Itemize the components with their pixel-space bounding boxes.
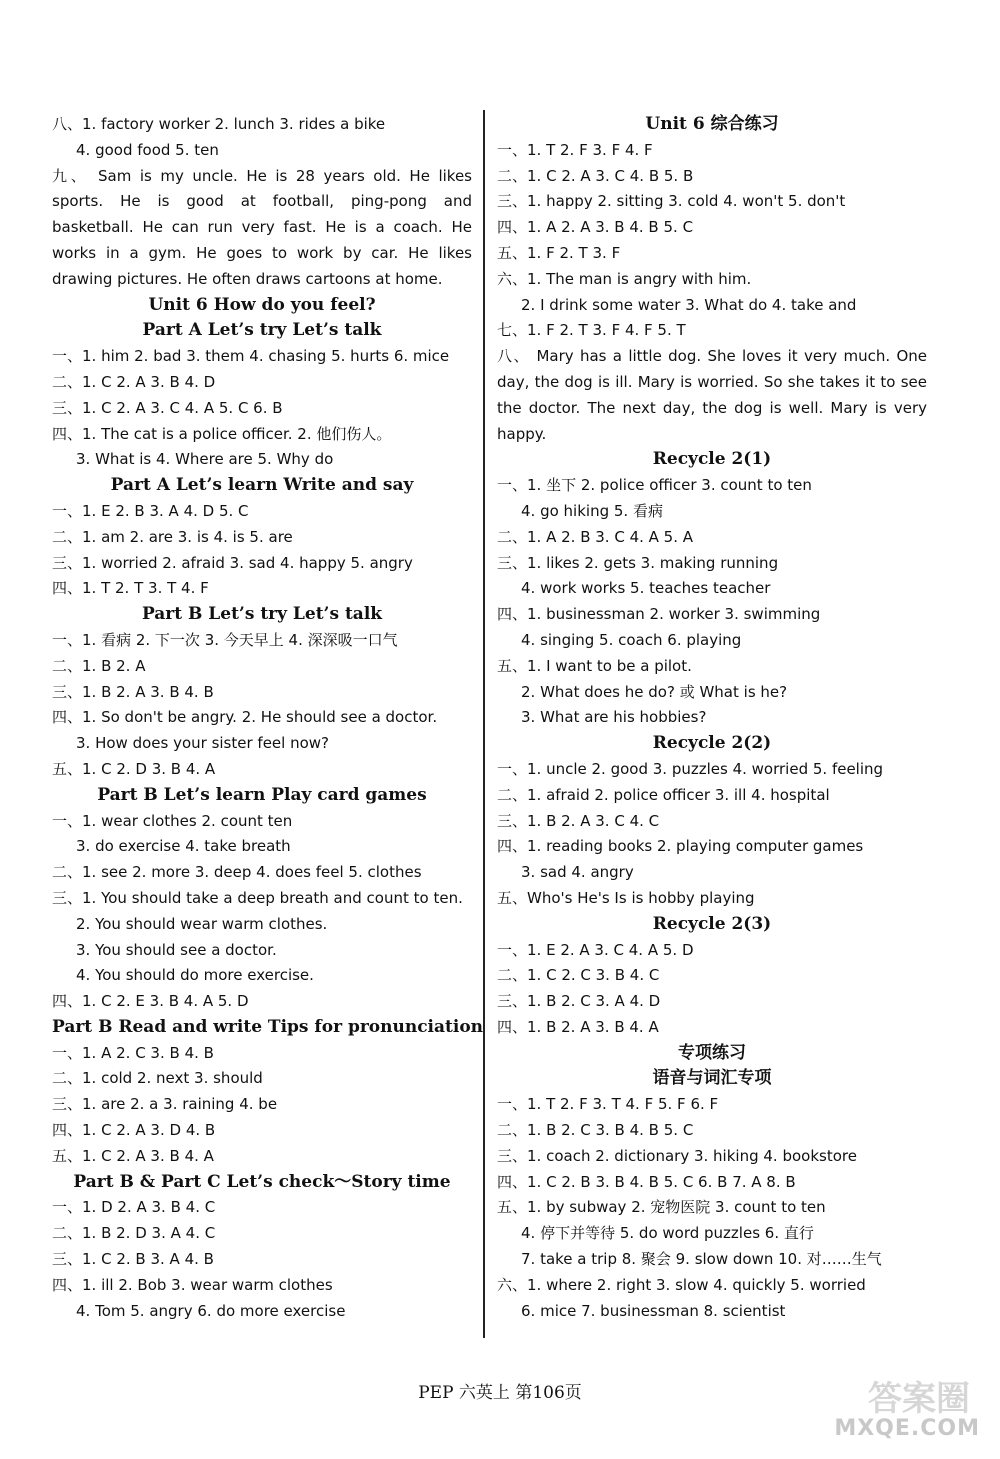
section-heading: 语音与词汇专项 xyxy=(652,1068,772,1089)
answer-line: 八、1. factory worker 2. lunch 3. rides a bike xyxy=(52,115,386,133)
answer-line: 四、1. T 2. T 3. T 4. F xyxy=(52,579,209,598)
answer-line: 二、1. afraid 2. police officer 3. ill 4. hospital xyxy=(497,785,830,804)
answer-line: 3. do exercise 4. take breath xyxy=(76,837,291,856)
answer-paragraph: 八、 Mary has a little dog. She loves it very much. One day, the dog is ill. Mary is worried. So she takes it to see the doctor. The next day, the dog is well. Mary is very happy. xyxy=(497,347,927,443)
answer-line: 三、1. coach 2. dictionary 3. hiking 4. bookstore xyxy=(497,1146,857,1165)
answer-line: 3. How does your sister feel now? xyxy=(76,734,330,753)
answer-line: 二、1. A 2. B 3. C 4. A 5. A xyxy=(497,527,694,546)
answer-line: 五、1. by subway 2. 宠物医院 3. count to ten xyxy=(497,1198,826,1217)
answer-line: 3. You should see a doctor. xyxy=(76,940,277,959)
answer-line: 3. sad 4. angry xyxy=(521,863,634,882)
watermark-site-text: MXQE.COM xyxy=(834,1416,980,1441)
answer-line: 4. You should do more exercise. xyxy=(76,966,314,985)
answer-line: 一、1. T 2. F 3. F 4. F xyxy=(497,140,653,159)
answer-line: 三、1. B 2. A 3. C 4. C xyxy=(497,811,660,830)
answer-line: 4. 停下并等待 5. do word puzzles 6. 直行 xyxy=(521,1224,814,1243)
answer-line: 四、1. So don't be angry. 2. He should see a doctor. xyxy=(52,708,438,727)
answer-line: 4. Tom 5. angry 6. do more exercise xyxy=(76,1301,346,1320)
answer-line: 六、1. where 2. right 3. slow 4. quickly 5. worried xyxy=(497,1275,866,1294)
answer-line: 一、1. A 2. C 3. B 4. B xyxy=(52,1043,214,1062)
section-heading: Recycle 2(2) xyxy=(652,733,772,754)
answer-line: 一、1. D 2. A 3. B 4. C xyxy=(52,1198,216,1217)
answer-line: 4. good food 5. ten xyxy=(76,140,219,159)
answer-line: 二、1. cold 2. next 3. should xyxy=(52,1069,263,1088)
section-heading: Unit 6 综合练习 xyxy=(645,114,779,134)
answer-line: 三、1. B 2. C 3. A 4. D xyxy=(497,992,661,1011)
answer-line: 五、1. C 2. D 3. B 4. A xyxy=(52,759,216,778)
answer-line: 一、1. him 2. bad 3. them 4. chasing 5. hurts 6. mice xyxy=(52,347,450,366)
answer-line: 一、1. uncle 2. good 3. puzzles 4. worried 5. feeling xyxy=(497,759,884,778)
answer-line: 三、1. B 2. A 3. B 4. B xyxy=(52,682,214,701)
section-heading: Recycle 2(1) xyxy=(652,449,772,470)
answer-line: 一、1. E 2. A 3. C 4. A 5. D xyxy=(497,940,694,959)
watermark-logo-text: 答案圈 xyxy=(868,1379,970,1419)
section-heading: Part B Let’s learn Play card games xyxy=(97,784,427,805)
answer-line: 二、1. C 2. A 3. B 4. D xyxy=(52,372,216,391)
answer-line: 2. You should wear warm clothes. xyxy=(76,914,328,933)
answer-line: 一、1. E 2. B 3. A 4. D 5. C xyxy=(52,501,249,520)
section-heading: Part B Read and write Tips for pronunciation xyxy=(52,1016,484,1037)
answer-line: 五、1. I want to be a pilot. xyxy=(497,656,692,675)
answer-line: 二、1. B 2. A xyxy=(52,656,146,675)
answer-line: 一、1. 看病 2. 下一次 3. 今天早上 4. 深深吸一口气 xyxy=(52,630,398,649)
answer-line: 2. What does he do? 或 What is he? xyxy=(521,682,788,701)
answer-line: 三、1. happy 2. sitting 3. cold 4. won't 5. don't xyxy=(497,192,846,211)
answer-line: 4. work works 5. teaches teacher xyxy=(521,579,771,598)
answer-line: 三、1. You should take a deep breath and count to ten. xyxy=(52,888,463,907)
page-footer: PEP 六英上 第106页 xyxy=(418,1383,582,1403)
answer-line: 一、1. wear clothes 2. count ten xyxy=(52,811,293,830)
section-heading: Part A Let’s try Let’s talk xyxy=(142,320,382,341)
answer-line: 二、1. C 2. A 3. C 4. B 5. B xyxy=(497,166,694,185)
section-heading: Unit 6 How do you feel? xyxy=(148,294,376,315)
answer-paragraph: 九、 Sam is my uncle. He is 28 years old. He likes sports. He is good at football, ping-pong and basketball. He can run very fast. He is a coach. He works in a gym. He goes to work by car. He likes drawing pictures. He often draws cartoons at home. xyxy=(52,166,472,288)
answer-line: 4. singing 5. coach 6. playing xyxy=(521,630,742,649)
answer-line: 四、1. businessman 2. worker 3. swimming xyxy=(497,605,821,624)
section-heading: Part A Let’s learn Write and say xyxy=(110,475,414,496)
answer-line: 一、1. 坐下 2. police officer 3. count to ten xyxy=(497,476,812,495)
answer-line: 五、1. C 2. A 3. B 4. A xyxy=(52,1146,214,1165)
answer-line: 六、1. The man is angry with him. xyxy=(497,269,752,288)
section-heading: Recycle 2(3) xyxy=(652,913,772,934)
answer-line: 四、1. C 2. B 3. B 4. B 5. C 6. B 7. A 8. B xyxy=(497,1172,796,1191)
answer-line: 四、1. C 2. A 3. D 4. B xyxy=(52,1121,216,1140)
answer-line: 三、1. worried 2. afraid 3. sad 4. happy 5. angry xyxy=(52,553,413,572)
answer-line: 3. What are his hobbies? xyxy=(521,708,707,727)
answer-line: 四、1. B 2. A 3. B 4. A xyxy=(497,1017,659,1036)
answer-line: 6. mice 7. businessman 8. scientist xyxy=(521,1301,786,1320)
answer-line: 二、1. B 2. C 3. B 4. B 5. C xyxy=(497,1121,694,1140)
answer-line: 三、1. are 2. a 3. raining 4. be xyxy=(52,1095,278,1114)
left-column xyxy=(52,112,484,1324)
answer-line: 五、Who's He's Is is hobby playing xyxy=(497,888,755,907)
answer-line: 7. take a trip 8. 聚会 9. slow down 10. 对……生气 xyxy=(521,1250,882,1269)
answer-line: 2. I drink some water 3. What do 4. take and xyxy=(521,295,857,314)
answer-line: 四、1. The cat is a police officer. 2. 他们伤人。 xyxy=(52,424,392,443)
watermark-logo xyxy=(830,1371,980,1441)
answer-line: 四、1. C 2. E 3. B 4. A 5. D xyxy=(52,992,249,1011)
answer-line: 五、1. F 2. T 3. F xyxy=(497,243,621,262)
answer-line: 三、1. C 2. B 3. A 4. B xyxy=(52,1250,214,1269)
section-heading: Part B & Part C Let’s check～Story time xyxy=(73,1171,451,1192)
answer-line: 四、1. A 2. A 3. B 4. B 5. C xyxy=(497,218,694,237)
answer-line: 一、1. T 2. F 3. T 4. F 5. F 6. F xyxy=(497,1095,719,1114)
answer-line: 二、1. am 2. are 3. is 4. is 5. are xyxy=(52,527,293,546)
answer-line: 三、1. likes 2. gets 3. making running xyxy=(497,553,779,572)
answer-line: 七、1. F 2. T 3. F 4. F 5. T xyxy=(497,321,686,340)
answer-line: 二、1. see 2. more 3. deep 4. does feel 5. clothes xyxy=(52,863,422,882)
answer-line: 二、1. B 2. D 3. A 4. C xyxy=(52,1224,216,1243)
answer-line: 4. go hiking 5. 看病 xyxy=(521,501,663,520)
right-column xyxy=(497,112,927,1324)
answer-line: 二、1. C 2. C 3. B 4. C xyxy=(497,966,660,985)
answer-line: 三、1. C 2. A 3. C 4. A 5. C 6. B xyxy=(52,398,283,417)
column-divider xyxy=(483,110,485,1338)
section-heading: 专项练习 xyxy=(678,1042,746,1063)
answer-line: 3. What is 4. Where are 5. Why do xyxy=(76,450,334,469)
answer-line: 四、1. reading books 2. playing computer games xyxy=(497,837,864,856)
answer-line: 四、1. ill 2. Bob 3. wear warm clothes xyxy=(52,1275,333,1294)
section-heading: Part B Let’s try Let’s talk xyxy=(141,604,383,625)
